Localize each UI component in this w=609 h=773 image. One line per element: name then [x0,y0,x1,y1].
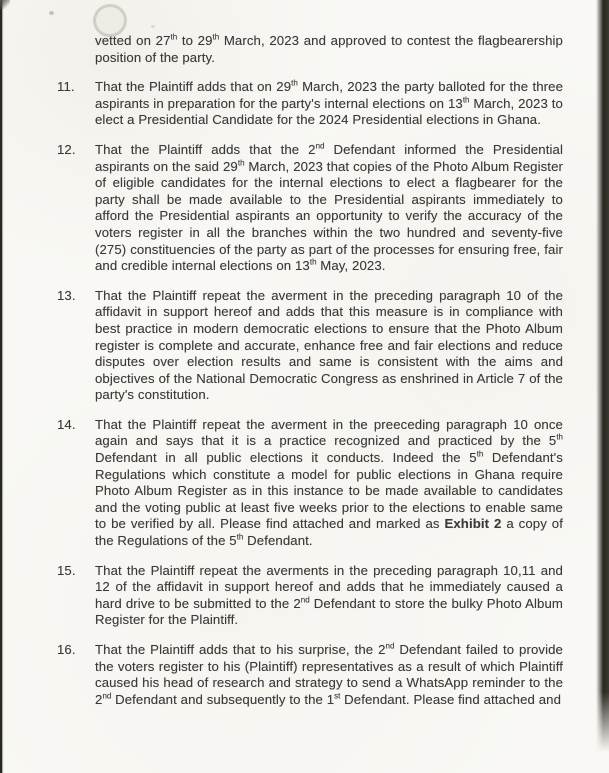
affidavit-paragraph [57,642,563,708]
scan-edge-right [596,0,609,752]
paragraph-text: vetted on 27th to 29th March, 2023 and approved to contest the flagbearership position of the party. [95,32,563,65]
affidavit-paragraph [57,79,563,129]
scan-corner-smudge [0,0,10,9]
paragraph-number: 16. [57,642,76,657]
paragraph-number: 14. [57,416,76,432]
paragraph-text: That the Plaintiff adds that to his surprise, the 2nd Defendant failed to provide the voters register to his (Plaintiff) representatives as a result of which Plaintiff caused his head of research and strategy to send a WhatsApp reminder to the 2nd Defendant and subsequently to the 1st Defendant. Please find attached and [95,641,563,707]
paper-speck [151,25,155,28]
affidavit-paragraph [57,417,563,550]
affidavit-paragraph [57,288,563,404]
scan-edge-left [0,0,4,773]
paragraph-number: 11. [57,79,75,95]
paragraph-text: That the Plaintiff repeat the averments in the preceding paragraph 10,11 and 12 of the affidavit in support hereof and adds that he immediately caused a hard drive to be submitted to the 2nd Defendant to store the bulky Photo Album Register for the Plaintiff. [95,562,563,628]
paragraph-text: That the Plaintiff repeat the averment in the preeceding paragraph 10 once again and says that it is a practice recognized and practiced by the 5th Defendant in all public elections it conducts. Indeed the 5th Defendant's Regulations which constitute a model for public elections in Ghana require Photo Album Register as in this instance to be made available to candidates and the voting public at least five weeks prior to the elections to enable same to be verified by all. Please find attached and marked as Exhibit 2 a copy of the Regulations of the 5th Defendant. [95,416,563,549]
paragraph-text: That the Plaintiff adds that on 29th March, 2023 the party balloted for the three aspirants in preparation for the party's internal elections on 13th March, 2023 to elect a Presidential Candidate for the 2024 Presidential elections in Ghana. [95,78,564,128]
affidavit-paragraph [57,563,563,629]
paragraph-text: That the Plaintiff repeat the averment in the preceding paragraph 10 of the affidavit in support hereof and adds that this measure is in compliance with best practice in modern democratic elections to ensure that the Photo Album register is complete and accurate, enhance free and fair elections and reduce disputes over election results and same is consistent with the aims and objectives of the National Democratic Congress as enshrined in Article 7 of the party's constitution. [95,287,563,403]
affidavit-paragraph [57,142,563,275]
paragraph-text: That the Plaintiff adds that the 2nd Defendant informed the Presidential aspirants on the said 29th March, 2023 that copies of the Photo Album Register of eligible candidates for the internal elections to elect a flagbearer for the party shall be made available to the Presidential aspirants immediately to afford the Presidential aspirants an opportunity to verify the accuracy of the voters register in all the branches within the two hundred and seventy-five (275) constituencies of the party as part of the processes for ensuring free, fair and credible internal elections on 13th May, 2023. [95,141,564,274]
paper-speck [49,11,54,15]
paragraph-number: 15. [57,562,76,578]
paragraph-number: 13. [57,287,76,303]
paragraph-number: 12. [57,141,76,157]
affidavit-text-block [57,33,563,721]
affidavit-paragraph [57,33,563,66]
